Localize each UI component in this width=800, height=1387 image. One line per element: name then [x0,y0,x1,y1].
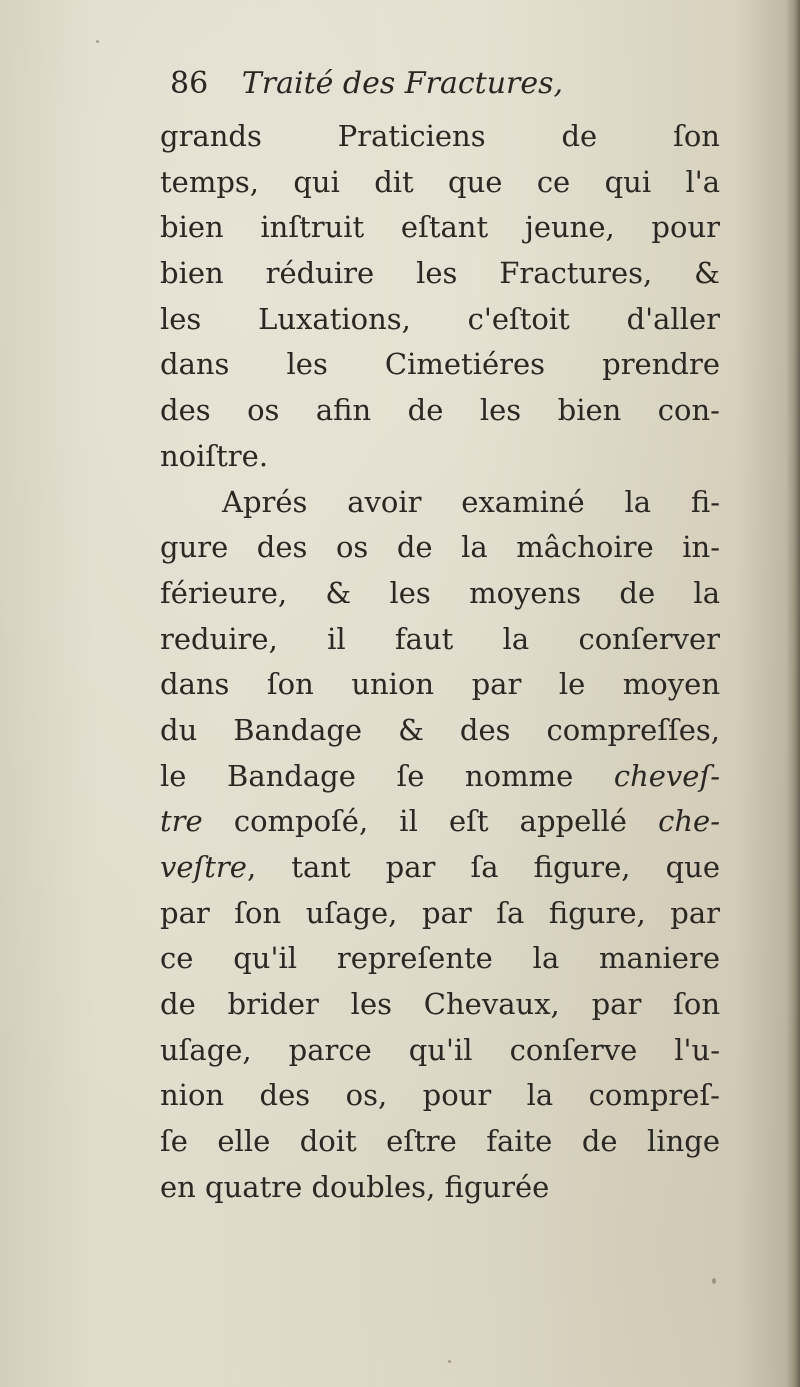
paper-speck [96,40,99,43]
text-segment: le Bandage ſe nomme [160,758,614,793]
text-line: de brider les Chevaux, par ſon [160,987,720,1022]
text-line: des os afin de les bien con- [160,393,720,428]
italic-term: cheveſ- [613,758,720,793]
text-line: uſage, parce qu'il conſerve l'u- [160,1032,720,1067]
text-line: grands Praticiens de ſon [160,119,720,153]
text-segment: compoſé, il eſt appellé [202,804,659,839]
text-line: en quatre doubles, figurée [160,1169,550,1204]
paragraph-end-line: noiſtre. [160,438,269,473]
paper-speck [448,1360,451,1363]
running-head [170,66,730,110]
text-line: par ſon uſage, par ſa figure, par [160,895,720,930]
text-line: les Luxations, c'eſtoit d'aller [160,301,720,336]
text-line: bien réduire les Fractures, & [160,256,720,291]
running-title: Traité des Fractures, [241,66,564,101]
body-text [160,114,720,1211]
text-line: nion des os, pour la compreſ- [160,1078,720,1113]
text-line: temps, qui dit que ce qui l'a [160,164,720,199]
text-line [160,754,720,800]
text-line: bien inſtruit eſtant jeune, pour [160,210,720,245]
paper-speck [712,1278,716,1284]
text-line: ce qu'il repreſente la maniere [160,941,720,976]
italic-term: tre [160,804,203,839]
page-number: 86 [170,66,209,101]
text-line [160,845,720,891]
page-gutter-shadow [786,0,800,1387]
italic-term: veſtre [160,850,247,884]
italic-term: che- [658,804,720,839]
text-line: gure des os de la mâchoire in- [160,530,720,565]
text-line: férieure, & les moyens de la [160,575,720,610]
text-line: dans les Cimetiéres prendre [160,347,720,382]
text-segment: , tant par ſa figure, que [246,850,720,884]
text-line [160,799,720,845]
text-line: du Bandage & des compreſſes, [160,712,720,747]
text-line: ſe elle doit eſtre faite de linge [160,1124,720,1159]
text-line: dans ſon union par le moyen [160,667,720,702]
text-line: reduire, il faut la conſerver [160,621,720,656]
paragraph-start-line: Aprés avoir examiné la fi- [222,484,720,519]
